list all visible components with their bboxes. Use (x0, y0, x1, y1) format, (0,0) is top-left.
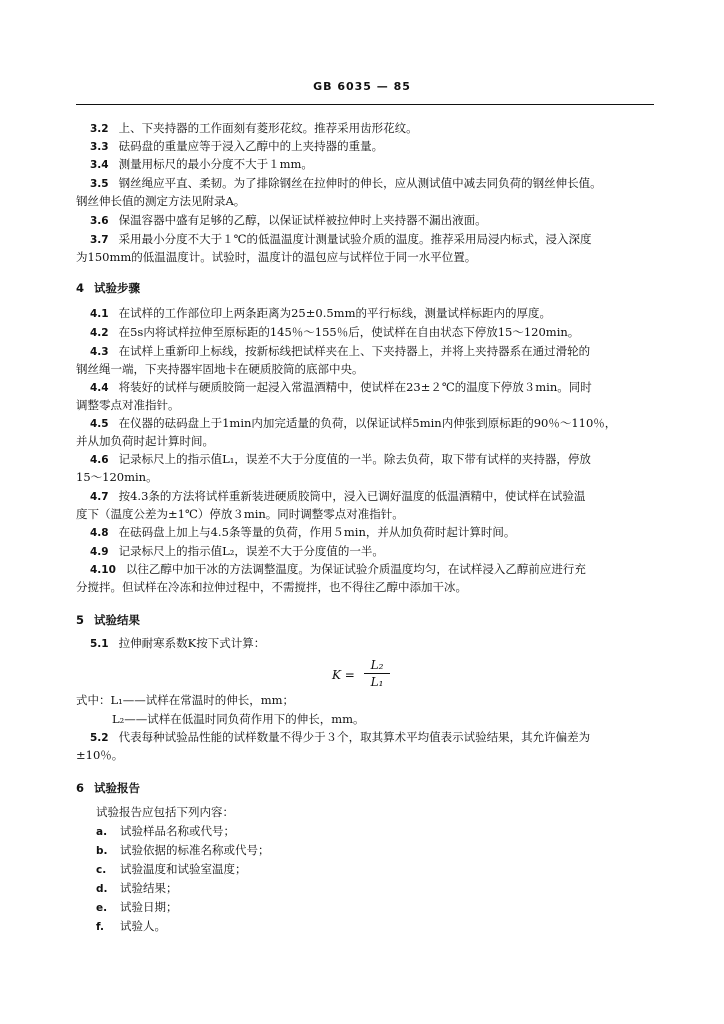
report-item (96, 861, 676, 878)
clause-number: 4.7 (90, 491, 109, 503)
report-item (96, 842, 676, 859)
report-item (96, 823, 676, 840)
clause-3-6 (90, 212, 670, 229)
clause-text: 拉伸耐寒系数K按下式计算： (118, 636, 266, 650)
clause-number: 5.1 (90, 638, 109, 650)
clause-number: 3.3 (90, 141, 109, 153)
item-text: 试验样品名称或代号； (120, 824, 235, 838)
clause-text: 在试样上重新印上标线，按新标线把试样夹在上、下夹持器上，并将上夹持器系在通过滑轮的 (118, 344, 591, 358)
clause-4-3 (90, 343, 670, 360)
formula-numerator: L₂ (364, 658, 390, 674)
formula-lhs: K = (332, 668, 355, 682)
clause-text: 为150mm的低温温度计。试验时，温度计的温包应与试样位于同一水平位置。 (76, 250, 477, 264)
clause-4-9 (90, 543, 670, 560)
clause-4-5-cont (76, 433, 656, 449)
clause-number: 4.10 (90, 564, 116, 576)
clause-5-2-cont: ±10％。 (76, 748, 124, 762)
clause-3-2 (90, 120, 670, 137)
clause-text: 代表每种试验品性能的试样数量不得少于３个，取其算术平均值表示试验结果，其允许偏差为 (118, 730, 591, 744)
item-text: 试验日期； (120, 900, 178, 914)
item-label: d. (96, 883, 108, 895)
clause-4-7-cont (76, 506, 656, 522)
clause-text: 将装好的试样与硬质胶筒一起浸入常温酒精中，使试样在23±２℃的温度下停放３min。同时 (118, 380, 592, 394)
clause-4-8 (90, 524, 670, 541)
section-title: 试验报告 (94, 781, 141, 795)
header-rule (76, 104, 654, 105)
clause-3-7-cont (76, 249, 656, 265)
formula-fraction (364, 658, 390, 689)
clause-text: 测量用标尺的最小分度不大于１mm。 (118, 157, 313, 171)
clause-number: 4.1 (90, 308, 109, 320)
clause-number: 4.5 (90, 418, 109, 430)
clause-number: 3.7 (90, 234, 109, 246)
clause-number: 4.4 (90, 382, 109, 394)
clause-text: 保温容器中盛有足够的乙醇，以保证试样被拉伸时上夹持器不漏出液面。 (118, 213, 487, 227)
clause-number: 4.6 (90, 454, 109, 466)
clause-4-5 (90, 415, 670, 432)
clause-4-1 (90, 305, 670, 322)
clause-number: 4.8 (90, 527, 109, 539)
clause-text: 15～120min。 (76, 470, 158, 484)
section-number: 4 (76, 281, 85, 295)
clause-text: 采用最小分度不大于１℃的低温温度计测量试验介质的温度。推荐采用局浸内标式，浸入深度 (118, 232, 592, 246)
item-label: e. (96, 902, 108, 914)
report-intro: 试验报告应包括下列内容： (96, 805, 234, 819)
clause-4-10-cont (76, 579, 656, 595)
clause-3-5-cont (76, 193, 656, 209)
item-text: 试验人。 (120, 919, 166, 933)
clause-text: 在仪器的砝码盘上于1min内加完适量的负荷，以保证试样5min内伸张到原标距的90％～110％， (118, 416, 617, 430)
clause-text: 钢丝绳应平直、柔韧。为了排除钢丝在拉伸时的伸长，应从测试值中减去同负荷的钢丝伸长值。 (118, 176, 602, 190)
clause-number: 4.3 (90, 346, 109, 358)
clause-text: 在5s内将试样拉伸至原标距的145％～155％后，使试样在自由状态下停放15～120min。 (118, 325, 580, 339)
item-label: a. (96, 826, 108, 838)
clause-text: 记录标尺上的指示值L₂，误差不大于分度值的一半。 (118, 544, 384, 558)
clause-text: 度下（温度公差为±1℃）停放３min。同时调整零点对准指针。 (76, 507, 404, 521)
item-text: 试验依据的标准名称或代号； (120, 843, 270, 857)
clause-text: 钢丝绳一端，下夹持器牢固地卡在硬质胶筒的底部中央。 (76, 362, 364, 376)
clause-text: 以往乙醇中加干冰的方法调整温度。为保证试验介质温度均匀，在试样浸入乙醇前应进行充 (125, 562, 586, 576)
clause-4-4-cont (76, 397, 656, 413)
clause-3-3 (90, 138, 670, 155)
report-item (96, 918, 676, 935)
section-number: 5 (76, 613, 85, 627)
clause-3-7 (90, 231, 670, 248)
page-header: GB 6035 — 85 (313, 80, 411, 93)
clause-4-3-cont (76, 361, 656, 377)
item-label: f. (96, 921, 104, 933)
section-title: 试验步骤 (94, 281, 141, 295)
clause-3-5 (90, 175, 670, 192)
clause-number: 3.4 (90, 159, 109, 171)
clause-4-7 (90, 488, 670, 505)
clause-text: 钢丝伸长值的测定方法见附录A。 (76, 194, 246, 208)
clause-text: 分搅拌。但试样在冷冻和拉伸过程中，不需搅拌，也不得往乙醇中添加干冰。 (76, 580, 467, 594)
report-item (96, 899, 676, 916)
item-label: c. (96, 864, 107, 876)
clause-text: 在砝码盘上加上与4.5条等量的负荷，作用５min，并从加负荷时起计算时间。 (118, 525, 516, 539)
clause-number: 4.2 (90, 327, 109, 339)
clause-4-2 (90, 324, 670, 341)
item-text: 试验结果； (120, 881, 178, 895)
clause-text: 按4.3条的方法将试样重新装进硬质胶筒中，浸入已调好温度的低温酒精中，使试样在试验温 (118, 489, 586, 503)
clause-4-10 (90, 561, 670, 578)
item-label: b. (96, 845, 108, 857)
clause-4-6 (90, 451, 670, 468)
clause-4-4 (90, 379, 670, 396)
formula-denominator: L₁ (370, 675, 384, 689)
report-item (96, 880, 676, 897)
clause-text: 在试样的工作部位印上两条距离为25±0.5mm的平行标线，测量试样标距内的厚度。 (118, 306, 551, 320)
clause-3-4 (90, 156, 670, 173)
section-6-heading (76, 780, 140, 796)
clause-text: 调整零点对准指针。 (76, 398, 180, 412)
clause-text: 砝码盘的重量应等于浸入乙醇中的上夹持器的重量。 (118, 139, 384, 153)
clause-number: 3.5 (90, 178, 109, 190)
section-number: 6 (76, 781, 85, 795)
clause-5-1 (90, 635, 670, 652)
clause-5-2 (90, 729, 670, 746)
formula-where-1: 式中：L₁——试样在常温时的伸长，mm； (76, 693, 295, 707)
clause-number: 3.6 (90, 215, 109, 227)
section-title: 试验结果 (94, 613, 141, 627)
clause-number: 3.2 (90, 123, 109, 135)
cold-resistance-formula (332, 658, 412, 692)
formula-where-2: L₂——试样在低温时同负荷作用下的伸长，mm。 (112, 712, 365, 726)
section-5-heading (76, 612, 140, 628)
clause-number: 4.9 (90, 546, 109, 558)
clause-text: 并从加负荷时起计算时间。 (76, 434, 214, 448)
clause-text: 记录标尺上的指示值L₁，误差不大于分度值的一半。除去负荷，取下带有试样的夹持器，停放 (118, 452, 591, 466)
item-text: 试验温度和试验室温度； (120, 862, 247, 876)
section-4-heading (76, 280, 140, 296)
clause-4-6-cont (76, 469, 656, 485)
clause-number: 5.2 (90, 732, 109, 744)
clause-text: 上、下夹持器的工作面刻有菱形花纹。推荐采用齿形花纹。 (118, 121, 418, 135)
